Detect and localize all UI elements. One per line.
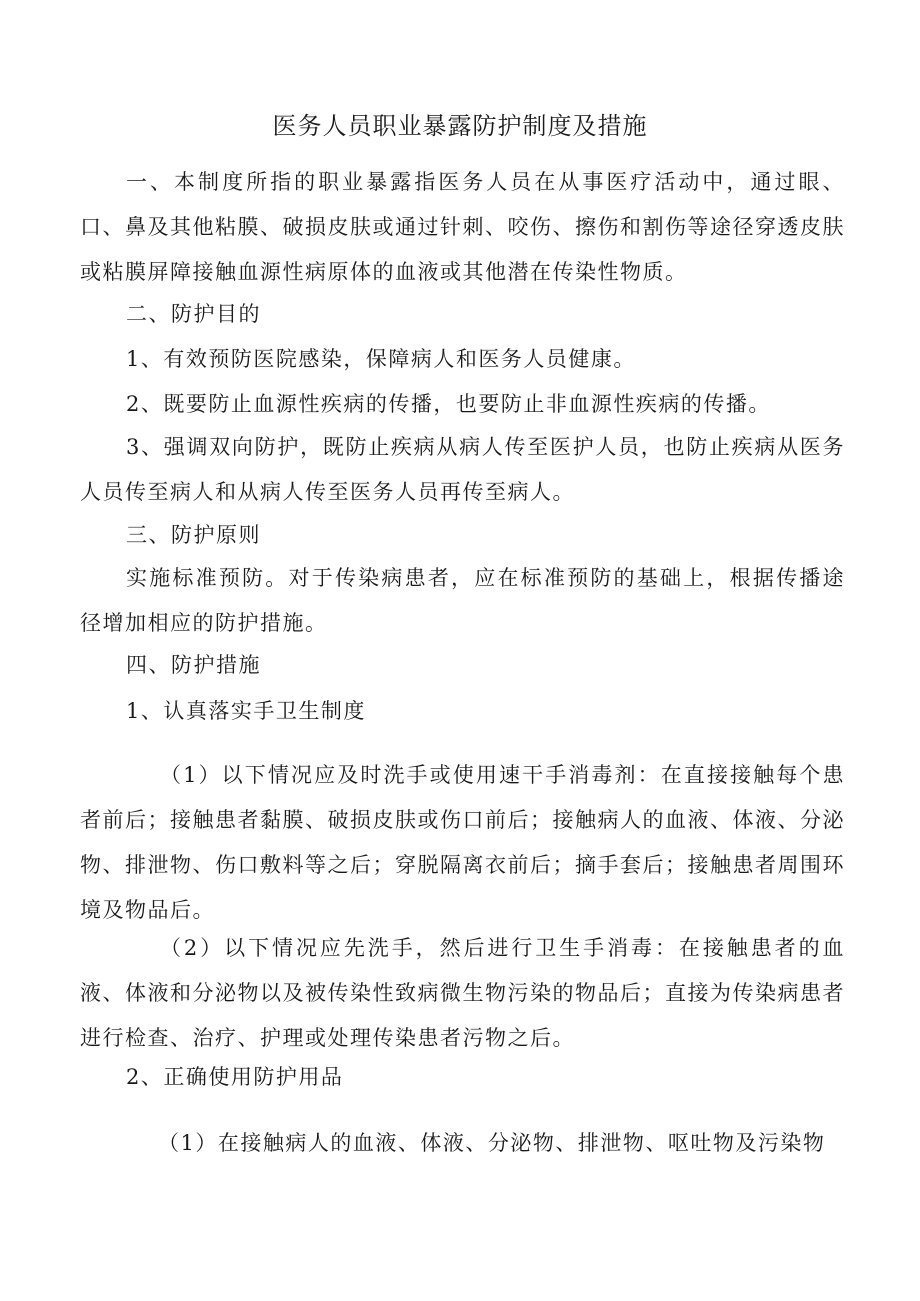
heading-protection-measures: 四、防护措施 (126, 653, 261, 677)
heading-hand-hygiene: 1、认真落实手卫生制度 (126, 699, 366, 723)
paragraph-purpose-1: 1、有效预防医院感染，保障病人和医务人员健康。 (126, 347, 636, 371)
document-title: 医务人员职业暴露防护制度及措施 (272, 112, 648, 140)
paragraph-definition: 一、本制度所指的职业暴露指医务人员在从事医疗活动中，通过眼、口、鼻及其他粘膜、破损皮肤或通过针刺、咬伤、擦伤和割伤等途径穿透皮肤或粘膜屏障接触血源性病原体的血液或其他潜在传染性物质。 (80, 170, 845, 284)
paragraph-protective-equipment-1: （1）在接触病人的血液、体液、分泌物、排泄物、呕吐物及污染物 (158, 1131, 826, 1155)
paragraph-principle: 实施标准预防。对于传染病患者，应在标准预防的基础上，根据传播途径增加相应的防护措施。 (80, 566, 845, 635)
paragraph-hand-hygiene-2: （2）以下情况应先洗手，然后进行卫生手消毒：在接触患者的血液、体液和分泌物以及被传染性致病微生物污染的物品后；直接为传染病患者进行检查、治疗、护理或处理传染患者污物之后。 (80, 936, 845, 1050)
paragraph-purpose-2: 2、既要防止血源性疾病的传播，也要防止非血源性疾病的传播。 (126, 392, 771, 416)
paragraph-purpose-3: 3、强调双向防护，既防止疾病从病人传至医护人员，也防止疾病从医务人员传至病人和从病人传至医务人员再传至病人。 (80, 435, 845, 504)
heading-protection-principle: 三、防护原则 (126, 523, 261, 547)
heading-protective-equipment: 2、正确使用防护用品 (126, 1065, 344, 1089)
paragraph-hand-hygiene-1: （1）以下情况应及时洗手或使用速干手消毒剂：在直接接触每个患者前后；接触患者黏膜、破损皮肤或伤口前后；接触病人的血液、体液、分泌物、排泄物、伤口敷料等之后；穿脱隔离衣前后；摘手套后；接触患者周围环境及物品后。 (80, 763, 845, 922)
heading-protection-purpose: 二、防护目的 (126, 302, 261, 326)
